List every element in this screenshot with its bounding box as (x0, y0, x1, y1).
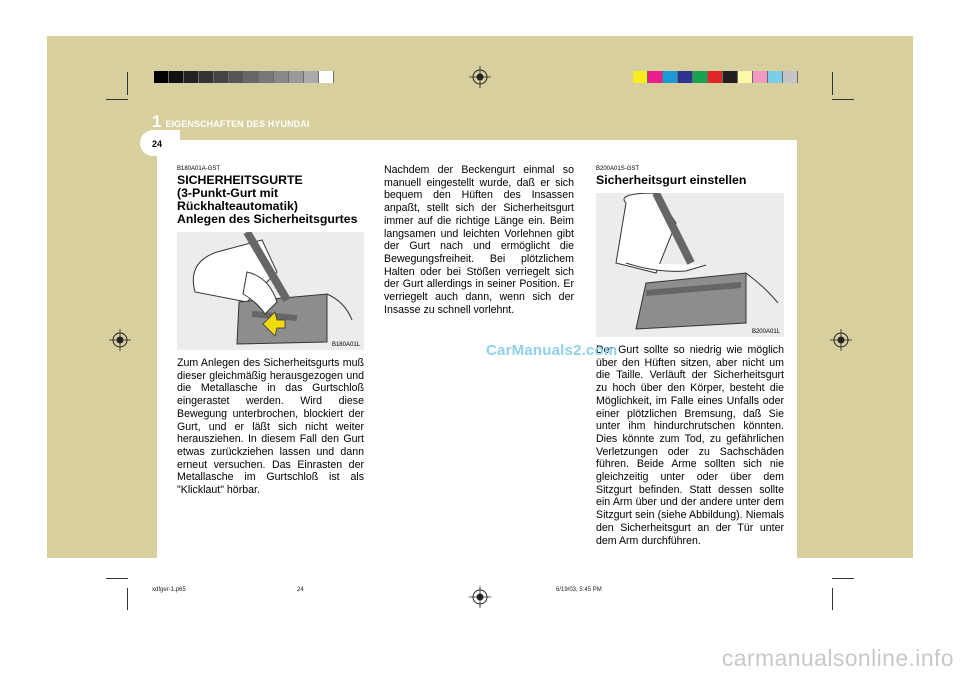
registration-mark-icon (469, 66, 491, 88)
figure-label: B200A01L (751, 329, 780, 335)
chapter-number: 1 (152, 112, 162, 131)
registration-mark-icon (830, 329, 852, 351)
color-swatch (184, 71, 199, 83)
heading-line: SICHERHEITSGURTE (177, 173, 303, 187)
body-text: Zum Anlegen des Sicherheitsgurts muß dieser gleichmäßig herausgezogen und die Metallasche in das Gurtschloß eingerastet werden. Wird diese Bewegung unterbrochen, blockiert der Gurt, und er läßt sich nicht weiter herausziehen. In diesem Fall den Gurt etwas zurückziehen lassen und dann erneut versuchen. Das Einrasten der Metallasche im Gurtschloß ist als "Klicklaut" hörbar. (177, 357, 364, 497)
color-swatch (648, 71, 663, 83)
crop-mark (832, 72, 833, 95)
column-2 (384, 164, 574, 316)
color-swatch (633, 71, 648, 83)
carmanuals2-watermark: CarManuals2.com (486, 342, 618, 359)
color-calibration-bar (633, 71, 798, 83)
section-heading (177, 174, 364, 226)
color-swatch (693, 71, 708, 83)
chapter-header (152, 112, 309, 132)
color-swatch (708, 71, 723, 83)
color-swatch (304, 71, 319, 83)
figure-label: B180A01L (331, 342, 360, 348)
crop-mark (832, 588, 833, 610)
color-swatch (319, 71, 334, 83)
page-number: 24 (152, 139, 163, 149)
registration-mark-icon (109, 329, 131, 351)
color-swatch (154, 71, 169, 83)
seatbelt-position-illustration (596, 193, 784, 337)
crop-mark (832, 99, 854, 100)
section-code: B200A01S-GST (596, 166, 640, 172)
column-1 (177, 166, 364, 497)
color-swatch (738, 71, 753, 83)
color-swatch (199, 71, 214, 83)
color-swatch (214, 71, 229, 83)
color-swatch (783, 71, 798, 83)
column-3 (596, 166, 784, 547)
color-swatch (229, 71, 244, 83)
body-text: Nachdem der Beckengurt einmal so manuell eingestellt wurde, daß er sich bequem den Hüften des Insassen anpaßt, stellt sich der Sicherheitsgurt immer auf die richtige Länge ein. Beim langsamen und leichten Vorlehnen gibt der Gurt nach und ermöglicht die Bewegungsfreiheit. Bei plötzlichem Halten oder bei Stößen verriegelt sich der Gurt allerdings in seiner Position. Er verriegelt auch dann, wenn sich der Insasse zu schnell vorlehnt. (384, 164, 574, 316)
grayscale-calibration-bar (154, 71, 334, 83)
crop-mark (106, 99, 128, 100)
footer-timestamp: 6/19/03, 5:45 PM (556, 587, 602, 593)
color-swatch (768, 71, 783, 83)
crop-mark (832, 578, 854, 579)
chapter-title: EIGENSCHAFTEN DES HYUNDAI (165, 119, 310, 129)
section-code: B180A01A-GST (177, 166, 221, 172)
color-swatch (169, 71, 184, 83)
color-swatch (753, 71, 768, 83)
color-swatch (723, 71, 738, 83)
site-watermark: carmanualsonline.info (721, 645, 954, 671)
seatbelt-fastening-figure (177, 232, 364, 350)
body-text: Der Gurt sollte so niedrig wie möglich über den Hüften sitzen, aber nicht um die Taille. Verläuft der Sicherheitsgurt zu hoch über den Körper, besteht die Möglichkeit, im Falle eines Unfalls oder einer plötzlichen Bremsung, daß Sie unter ihm hindurchrutschen könnten. Dies könnte zum Tod, zu gefährlichen Verletzungen oder zu Sachschäden führen. Beide Arme sollten sich nie gleichzeitig unter oder über dem Sitzgurt befinden. Statt dessen sollte ein Arm über und der andere unter dem Sitzgurt sein (siehe Abbildung). Niemals den Sicherheitsgurt an der Tür unter dem Arm durchführen. (596, 344, 784, 547)
color-swatch (244, 71, 259, 83)
section-heading: Sicherheitsgurt einstellen (596, 173, 747, 187)
heading-line: (3-Punkt-Gurt mit (177, 186, 279, 200)
registration-mark-icon (469, 586, 491, 608)
seatbelt-buckle-illustration (177, 232, 364, 350)
color-swatch (678, 71, 693, 83)
color-swatch (289, 71, 304, 83)
footer-filename: xdfger-1.p65 (152, 587, 186, 593)
crop-mark (127, 588, 128, 610)
footer-page: 24 (297, 587, 304, 593)
color-swatch (663, 71, 678, 83)
heading-line: Anlegen des Sicherheitsgurtes (177, 212, 358, 226)
crop-mark (127, 72, 128, 95)
seatbelt-adjustment-figure (596, 193, 784, 337)
color-swatch (274, 71, 289, 83)
crop-mark (106, 578, 128, 579)
heading-line: Rückhalteautomatik) (177, 199, 298, 213)
color-swatch (259, 71, 274, 83)
